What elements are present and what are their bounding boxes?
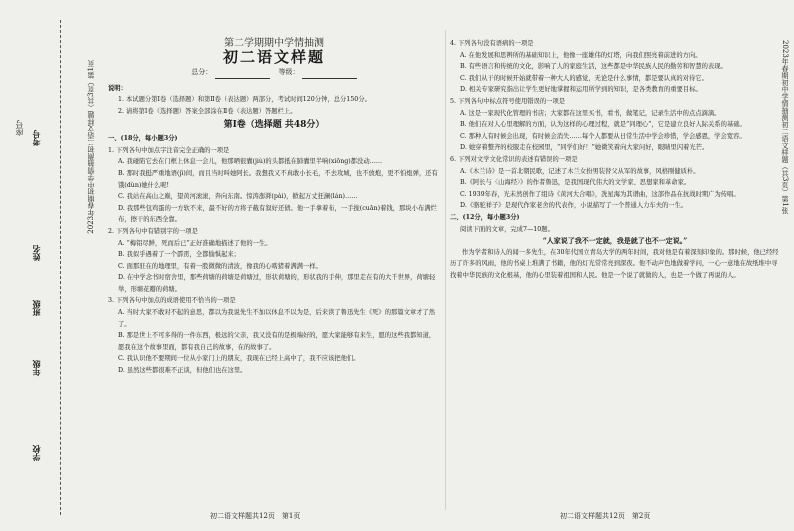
grade-label: 年级 xyxy=(31,360,41,376)
exam-no-label: 考号 xyxy=(31,130,41,146)
q2-option-c: C. 面那驻在的地理里，有着一股微微的清波，像我的心啮猪着满满一样。 xyxy=(118,262,322,270)
q2-option-b: B. 我似乎遇着了一个霹雳，全都愉惧起来； xyxy=(118,251,240,259)
class-label: 班级 xyxy=(31,300,41,316)
q3-option-a: A. 当时大家不敢对不起的意思，都以为我说先生不加以休息不以为是，后来读了鲁迅先生《死》的那篇文章才了然了。 xyxy=(118,309,436,328)
q2-option-a: A. “梅铝尽鲜，死而后已”正好准确地描述了他的一生。 xyxy=(118,239,272,247)
q5-option-a: A. 这是一家现代化管理的书店；大家都在这里买书，看书，做笔记，记录生活中的点点滴滴。 xyxy=(460,109,721,117)
question-1: 1. 下列各句中加点字注音完全正确的一项是 xyxy=(108,146,230,154)
q2-option-d: D. 在中学念书时宿舍里，那些荷塘的荷塘是荷塘过，形状荷塘的，形状我的手伸，那里走在有的大千世界，荷塘轻举，形塘花瓣的荷塘。 xyxy=(118,274,436,293)
grader-label: 等级： xyxy=(278,68,300,77)
footer-right: 初二语文样题共12页 第2页 xyxy=(560,512,651,520)
passage-title: “人家说了我不一定就，我是就了也不一定说。” xyxy=(542,236,688,246)
cut-line xyxy=(60,20,61,515)
q1-option-c: C. 我站在高山之巅，望黄河滚滚，奔向东南。惊涛澎湃(pài)，掀起万丈狂澜(lán)…… xyxy=(118,193,358,201)
q6-option-c: C. 1939年春，光未然创作了组诗《黄河大合唱》，冼星海为其谱曲，这部作品在抗战时期广为传唱。 xyxy=(460,190,740,198)
reading-instruction: 阅读下面的文章，完成7—10题。 xyxy=(460,225,554,233)
seat-label: 座号 xyxy=(15,120,24,136)
q3-option-b: B. 那是世上不可多得的一件东西，极远的父亲，我又没有的是极端好的，愿大家能够有来生，愿的这些我都知道，愿我在这个故事里面，都有我自己的故事，在的故事了。 xyxy=(118,332,436,351)
instructions-label: 说明： xyxy=(108,84,127,92)
part-1-heading: 一、(18分，每小题3分) xyxy=(108,135,178,143)
total-blank[interactable] xyxy=(215,70,270,79)
left-column xyxy=(108,38,440,377)
passage-body: 作为学者和诗人的闻一多先生，在30年代国立青岛大学的两年时间，我对他是有着深刻印象的。那时候，他已经经历了许多的风雨，他的书桌上堆满了书籍，他的灯光常常亮到深夜。他不动声色地做着学问，一心一意地在故纸堆中寻找着中华民族的文化根基，他的心里装着祖国和人民。他是一个说了就做的人，也是一个做了再说的人。 xyxy=(450,248,779,279)
q5-option-b: B. 他们在对人心里理解的方面，认为这样的心理过程，就是“同理心”，它是建立良好人际关系的基础。 xyxy=(460,121,746,129)
q4-option-a: A. 在他发展和思辨所的基础知识上，他像一座雄伟的灯塔，向我们照亮着前进的方向。 xyxy=(460,51,702,59)
footer-left: 初二语文样题共12页 第1页 xyxy=(210,512,301,520)
column-divider xyxy=(445,30,446,510)
q4-option-b: B. 有些语言和传统的文化，影响了人的家庭生活，这些都是中华民族人民的勤劳和智慧的表现。 xyxy=(460,63,727,71)
question-5: 5. 下列各句中标点符号使用错误的一项是 xyxy=(450,97,566,105)
instruction-1: 1. 本试题分第Ⅰ卷（选择题）和第Ⅱ卷（表达题）两部分，考试时间120分钟，总分150分。 xyxy=(118,96,371,104)
right-strip-title: 2023年春期初中学情抽测初二语文样题（共3页）第1张 xyxy=(781,40,789,214)
grader-blank[interactable] xyxy=(302,70,357,79)
q6-option-b: B.《阿长与〈山海经〉》的作者鲁迅，是我国现代伟大的文学家、思想家和革命家。 xyxy=(460,179,691,187)
exam-subtitle: 第二学期期中学情抽测 xyxy=(224,38,324,49)
q6-option-a: A.《木兰诗》是一首北朝民歌，记述了木兰女扮男装替父从军的故事，风格刚健质朴。 xyxy=(460,167,700,175)
q4-option-d: D. 相关专家研究指出让学生更好地掌握和运用所学到的知识，是各类教育的重要目标。 xyxy=(460,86,702,94)
exam-title: 初二语文样题 xyxy=(222,47,325,66)
q5-option-c: C. 那种人有时候会出现，有时候会消失……每个人都要从日常生活中学会珍惜，学会感恩，学会宽容。 xyxy=(460,132,746,140)
q3-option-d: D. 虽然这些都很难不正谈，但他们也在这里。 xyxy=(118,367,247,375)
q1-option-a: A. 我碰陷它去在门框上休息一会儿，他那晒很囊(jiù)的头都抵在肺囊里半响(xiōng)都没动…… xyxy=(118,158,383,166)
school-label: 学校 xyxy=(31,445,41,461)
q4-option-c: C. 我们从干的时候开始就带着一种大人的感觉，无论是什么事情，都是要认真的对待它。 xyxy=(460,74,708,82)
question-4: 4. 下列各句没有语病的一项是 xyxy=(450,40,534,47)
name-label: 姓名 xyxy=(31,245,41,261)
question-3: 3. 下列各句中加点的成语使用不恰当的一项是 xyxy=(108,297,236,305)
q3-option-c: C. 我认识他不要期间一位从小家门上的朋友，我现在已经上高中了，我不应该把他们。 xyxy=(118,355,360,363)
q5-option-d: D. 她穿着整齐的校服走在校园里，“同学们好！”她微笑着向大家问好，眼睛里闪着光芒。 xyxy=(460,144,709,152)
right-column xyxy=(450,38,780,281)
binding-strip xyxy=(0,0,108,531)
total-label: 总分： xyxy=(191,68,213,77)
question-2: 2. 下列各句中有错别字的一项是 xyxy=(108,227,198,235)
part-2-heading: 二、(12分，每小题3分) xyxy=(450,213,520,221)
question-6: 6. 下列对文学文化常识的表述有错误的一项是 xyxy=(450,155,578,163)
binding-side-title: 2023年春期初中学情抽测初二语文样题（共3页）第1页 xyxy=(87,60,95,234)
score-row xyxy=(108,67,440,79)
q1-option-d: D. 我那些包鸡蛋的一方软不来，最不好的方将子截有叙好还债。他一手拿着布，一手拢(cuān)着钱，那块小布满烂布，擦干的东西全靠。 xyxy=(118,204,437,224)
q1-option-b: B. 那时我挺严重地语(jì)间，而且当时叫她阿长。我想我又不真敢小长毛，不去攻城，也不放炮，更不怕炮弹，还有饿(dùn)她什么呢! xyxy=(118,169,438,189)
section-1-heading: 第Ⅰ卷（选择题 共48分） xyxy=(223,119,325,130)
instruction-2: 2. 请将第Ⅰ卷（选择题）答案全部涂在Ⅱ卷（表达题）答题栏上。 xyxy=(118,107,297,115)
q6-option-d: D.《骆驼祥子》是现代作家老舍的代表作，小说描写了一个普通人力车夫的一生。 xyxy=(460,202,688,210)
